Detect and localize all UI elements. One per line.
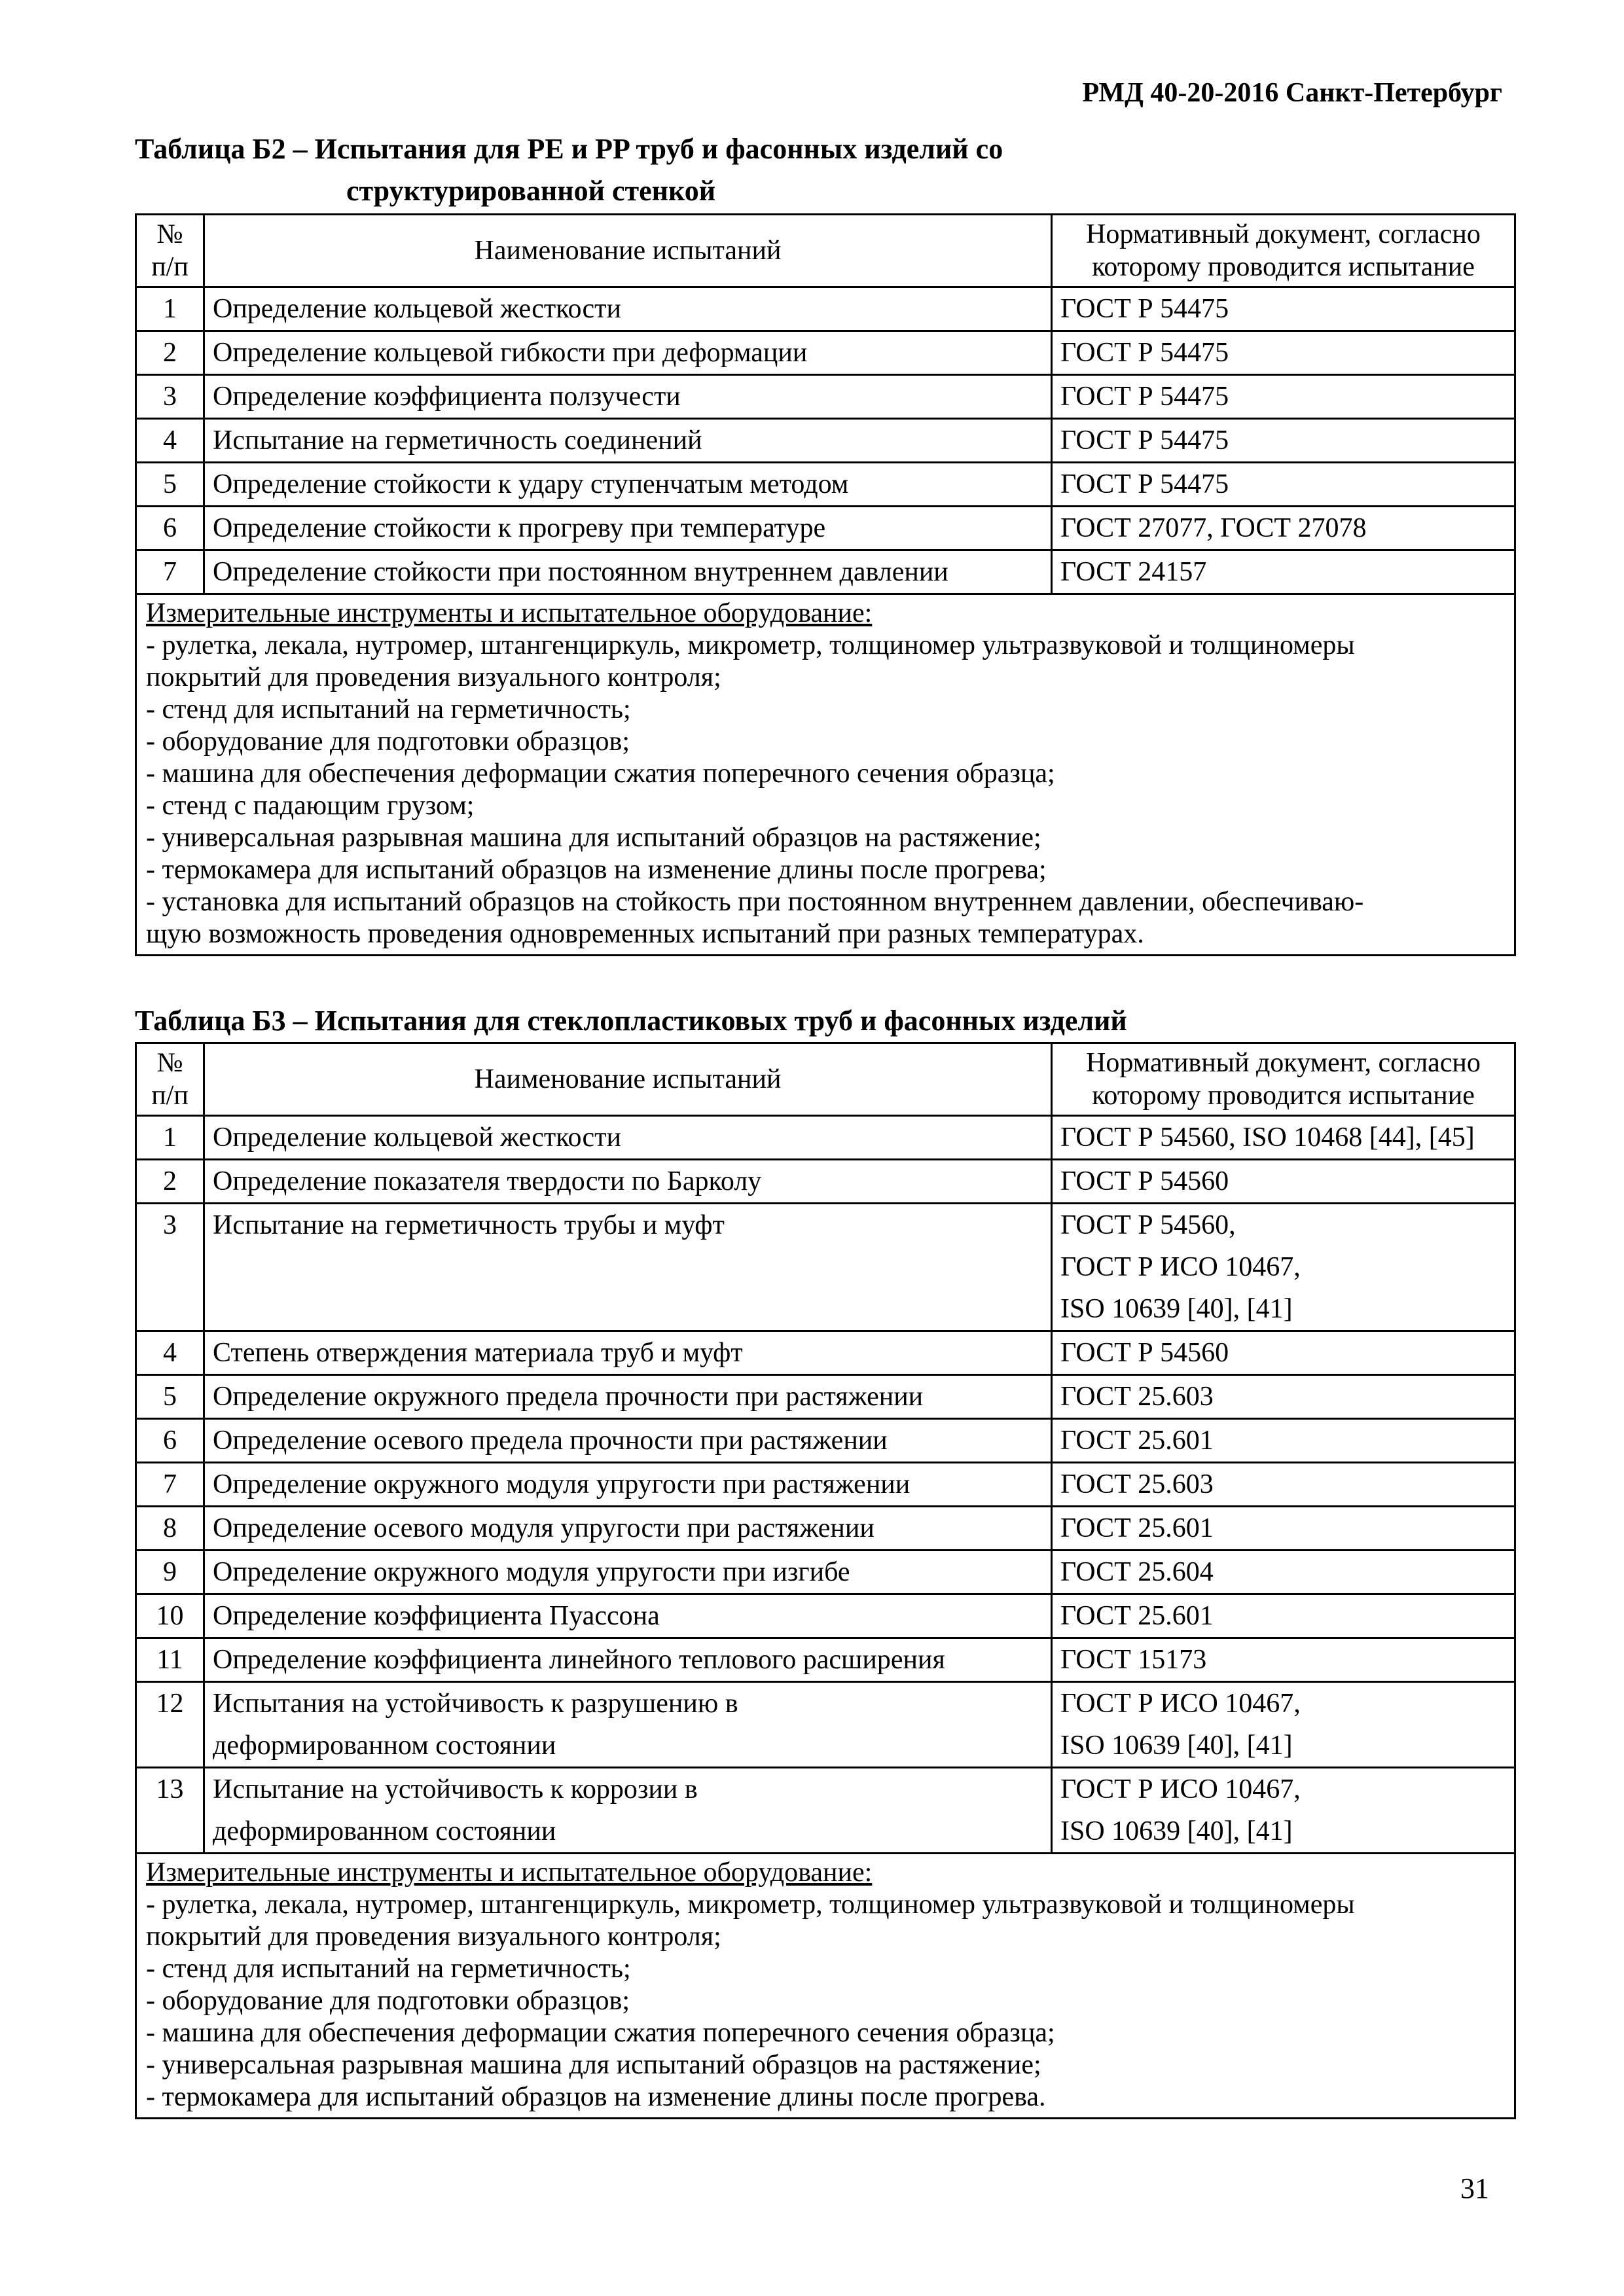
test-name-line: деформированном состоянии <box>213 1731 556 1761</box>
row-number: 7 <box>136 1463 204 1507</box>
note-line: щую возможность проведения одновременных испытаний при разных температурах. <box>146 919 1144 949</box>
notes-heading: Измерительные инструменты и испытательное оборудование: <box>146 1857 873 1888</box>
normative-document-line: ISO 10639 [40], [41] <box>1060 1816 1293 1846</box>
test-name-line: Определение коэффициента Пуассона <box>213 1601 660 1631</box>
table-row <box>136 419 1515 463</box>
normative-document <box>1052 1375 1515 1419</box>
table-row <box>136 550 1515 594</box>
row-number: 2 <box>136 331 204 375</box>
table-row <box>136 287 1515 331</box>
row-number: 3 <box>136 375 204 419</box>
normative-document: ГОСТ Р 54475 <box>1052 331 1515 375</box>
test-name <box>204 1116 1052 1160</box>
note-line: - машина для обеспечения деформации сжатия поперечного сечения образца; <box>146 759 1055 789</box>
note-line: - универсальная разрывная машина для испытаний образцов на растяжение; <box>146 823 1041 853</box>
table-row <box>136 1375 1515 1419</box>
note-line: - стенд для испытаний на герметичность; <box>146 1954 631 1984</box>
column-header-num-line1: № <box>156 219 183 249</box>
column-header-doc-line2: которому проводится испытание <box>1092 252 1475 282</box>
table-row <box>136 1419 1515 1463</box>
normative-document-line: ГОСТ Р 54560 <box>1060 1166 1229 1196</box>
row-number: 5 <box>136 463 204 507</box>
test-name: Определение коэффициента ползучести <box>204 375 1052 419</box>
row-number: 1 <box>136 287 204 331</box>
notes-heading: Измерительные инструменты и испытательное оборудование: <box>146 598 873 628</box>
normative-document-line: ISO 10639 [40], [41] <box>1060 1294 1293 1324</box>
note-line: - термокамера для испытаний образцов на изменение длины после прогрева; <box>146 855 1047 885</box>
test-name: Определение кольцевой жесткости <box>204 287 1052 331</box>
table-b2-title-line1: Таблица Б2 – Испытания для PE и PP труб и фасонных изделий со <box>135 133 1003 165</box>
column-header-doc-line1: Нормативный документ, согласно <box>1086 219 1481 249</box>
table-row <box>136 1682 1515 1768</box>
normative-document-line: ГОСТ 25.603 <box>1060 1382 1214 1412</box>
test-name <box>204 1551 1052 1594</box>
test-name-line: Определение показателя твердости по Барколу <box>213 1166 762 1196</box>
normative-document: ГОСТ 27077, ГОСТ 27078 <box>1052 507 1515 550</box>
test-name <box>204 1375 1052 1419</box>
row-number: 4 <box>136 1331 204 1375</box>
column-header-doc <box>1052 1043 1515 1116</box>
table-b3 <box>135 1042 1516 2119</box>
table-row <box>136 1204 1515 1331</box>
note-line: - рулетка, лекала, нутромер, штангенциркуль, микрометр, толщиномер ультразвуковой и толщиномеры <box>146 1890 1355 1920</box>
test-name: Испытание на герметичность соединений <box>204 419 1052 463</box>
notes-list <box>146 630 1505 950</box>
normative-document <box>1052 1331 1515 1375</box>
table-b2-header-row <box>136 215 1515 287</box>
table-b3-notes <box>136 1854 1515 2119</box>
note-line: - установка для испытаний образцов на стойкость при постоянном внутреннем давлении, обеспечиваю- <box>146 887 1364 917</box>
note-line: - оборудование для подготовки образцов; <box>146 726 630 757</box>
test-name-line: Определение коэффициента линейного теплового расширения <box>213 1645 945 1675</box>
row-number: 2 <box>136 1160 204 1204</box>
row-number: 6 <box>136 507 204 550</box>
test-name <box>204 1331 1052 1375</box>
table-b3-header-row <box>136 1043 1515 1116</box>
note-line: - стенд с падающим грузом; <box>146 791 475 821</box>
normative-document-line: ГОСТ Р ИСО 10467, <box>1060 1252 1301 1282</box>
note-line: покрытий для проведения визуального контроля; <box>146 662 721 692</box>
row-number: 3 <box>136 1204 204 1331</box>
column-header-num <box>136 215 204 287</box>
test-name <box>204 1419 1052 1463</box>
test-name-line: Степень отверждения материала труб и муфт <box>213 1338 743 1368</box>
page-header: РМД 40-20-2016 Санкт-Петербург <box>1082 78 1502 108</box>
normative-document-line: ГОСТ 15173 <box>1060 1645 1207 1675</box>
row-number: 7 <box>136 550 204 594</box>
table-b2-notes <box>136 594 1515 956</box>
normative-document-line: ГОСТ 25.604 <box>1060 1557 1214 1587</box>
test-name-line: Испытание на устойчивость к коррозии в <box>213 1774 698 1804</box>
test-name <box>204 1463 1052 1507</box>
normative-document <box>1052 1768 1515 1854</box>
row-number: 1 <box>136 1116 204 1160</box>
test-name <box>204 1204 1052 1331</box>
normative-document <box>1052 1594 1515 1638</box>
note-line: - оборудование для подготовки образцов; <box>146 1986 630 2016</box>
normative-document-line: ГОСТ Р 54560, ISO 10468 [44], [45] <box>1060 1122 1475 1153</box>
note-line: - универсальная разрывная машина для испытаний образцов на растяжение; <box>146 2050 1041 2080</box>
normative-document-line: ГОСТ Р ИСО 10467, <box>1060 1689 1301 1719</box>
note-line: - термокамера для испытаний образцов на изменение длины после прогрева. <box>146 2082 1046 2112</box>
test-name: Определение стойкости при постоянном внутреннем давлении <box>204 550 1052 594</box>
test-name-line: Определение осевого предела прочности при растяжении <box>213 1426 888 1456</box>
table-row <box>136 1116 1515 1160</box>
row-number: 6 <box>136 1419 204 1463</box>
normative-document-line: ГОСТ Р 54560 <box>1060 1338 1229 1368</box>
note-line: - машина для обеспечения деформации сжатия поперечного сечения образца; <box>146 2018 1055 2048</box>
normative-document <box>1052 1507 1515 1551</box>
normative-document <box>1052 1116 1515 1160</box>
normative-document-line: ГОСТ 25.601 <box>1060 1601 1214 1631</box>
normative-document-line: ГОСТ Р 54560, <box>1060 1210 1236 1240</box>
normative-document: ГОСТ Р 54475 <box>1052 463 1515 507</box>
test-name <box>204 1507 1052 1551</box>
row-number: 13 <box>136 1768 204 1854</box>
table-row <box>136 1768 1515 1854</box>
normative-document <box>1052 1551 1515 1594</box>
normative-document <box>1052 1160 1515 1204</box>
row-number: 11 <box>136 1638 204 1682</box>
normative-document <box>1052 1682 1515 1768</box>
table-b2-body <box>136 287 1515 594</box>
row-number: 4 <box>136 419 204 463</box>
test-name <box>204 1638 1052 1682</box>
table-row <box>136 1507 1515 1551</box>
normative-document <box>1052 1463 1515 1507</box>
table-row <box>136 1463 1515 1507</box>
test-name-line: Испытания на устойчивость к разрушению в <box>213 1689 738 1719</box>
test-name-line: деформированном состоянии <box>213 1816 556 1846</box>
notes-list <box>146 1889 1505 2113</box>
table-row <box>136 1331 1515 1375</box>
column-header-num <box>136 1043 204 1116</box>
table-row <box>136 507 1515 550</box>
normative-document-line: ISO 10639 [40], [41] <box>1060 1731 1293 1761</box>
test-name <box>204 1594 1052 1638</box>
table-b2-title <box>135 128 1003 212</box>
table-b2 <box>135 213 1516 956</box>
column-header-name: Наименование испытаний <box>204 1043 1052 1116</box>
normative-document-line: ГОСТ 25.603 <box>1060 1469 1214 1499</box>
table-row <box>136 1160 1515 1204</box>
test-name-line: Определение осевого модуля упругости при растяжении <box>213 1513 875 1543</box>
row-number: 5 <box>136 1375 204 1419</box>
column-header-doc-line2: которому проводится испытание <box>1092 1081 1475 1111</box>
normative-document-line: ГОСТ Р ИСО 10467, <box>1060 1774 1301 1804</box>
column-header-num-line2: п/п <box>151 1081 189 1111</box>
table-b2-title-line2: структурированной стенкой <box>346 175 716 207</box>
table-row <box>136 1594 1515 1638</box>
column-header-name: Наименование испытаний <box>204 215 1052 287</box>
row-number: 12 <box>136 1682 204 1768</box>
normative-document-line: ГОСТ 25.601 <box>1060 1513 1214 1543</box>
test-name-line: Определение окружного предела прочности при растяжении <box>213 1382 924 1412</box>
test-name-line: Определение кольцевой жесткости <box>213 1122 622 1153</box>
normative-document: ГОСТ 24157 <box>1052 550 1515 594</box>
normative-document <box>1052 1204 1515 1331</box>
test-name <box>204 1682 1052 1768</box>
table-row <box>136 1551 1515 1594</box>
note-line: - стенд для испытаний на герметичность; <box>146 694 631 725</box>
column-header-num-line2: п/п <box>151 252 189 282</box>
column-header-doc-line1: Нормативный документ, согласно <box>1086 1048 1481 1078</box>
test-name: Определение стойкости к прогреву при температуре <box>204 507 1052 550</box>
normative-document: ГОСТ Р 54475 <box>1052 287 1515 331</box>
table-row <box>136 375 1515 419</box>
page-number: 31 <box>1460 2172 1489 2204</box>
row-number: 8 <box>136 1507 204 1551</box>
table-b3-title: Таблица Б3 – Испытания для стеклопластиковых труб и фасонных изделий <box>135 1005 1127 1037</box>
test-name-line: Определение окружного модуля упругости при растяжении <box>213 1469 911 1499</box>
table-b3-notes-row <box>136 1854 1515 2119</box>
table-row <box>136 463 1515 507</box>
note-line: покрытий для проведения визуального контроля; <box>146 1922 721 1952</box>
normative-document <box>1052 1638 1515 1682</box>
normative-document <box>1052 1419 1515 1463</box>
table-row <box>136 1638 1515 1682</box>
test-name: Определение кольцевой гибкости при деформации <box>204 331 1052 375</box>
normative-document: ГОСТ Р 54475 <box>1052 375 1515 419</box>
test-name <box>204 1768 1052 1854</box>
test-name: Определение стойкости к удару ступенчатым методом <box>204 463 1052 507</box>
table-b2-notes-row <box>136 594 1515 956</box>
column-header-doc <box>1052 215 1515 287</box>
table-row <box>136 331 1515 375</box>
row-number: 10 <box>136 1594 204 1638</box>
test-name-line: Испытание на герметичность трубы и муфт <box>213 1210 725 1240</box>
column-header-num-line1: № <box>156 1048 183 1078</box>
test-name-line: Определение окружного модуля упругости при изгибе <box>213 1557 850 1587</box>
row-number: 9 <box>136 1551 204 1594</box>
note-line: - рулетка, лекала, нутромер, штангенциркуль, микрометр, толщиномер ультразвуковой и толщиномеры <box>146 630 1355 660</box>
table-b3-body <box>136 1116 1515 1854</box>
normative-document: ГОСТ Р 54475 <box>1052 419 1515 463</box>
normative-document-line: ГОСТ 25.601 <box>1060 1426 1214 1456</box>
test-name <box>204 1160 1052 1204</box>
